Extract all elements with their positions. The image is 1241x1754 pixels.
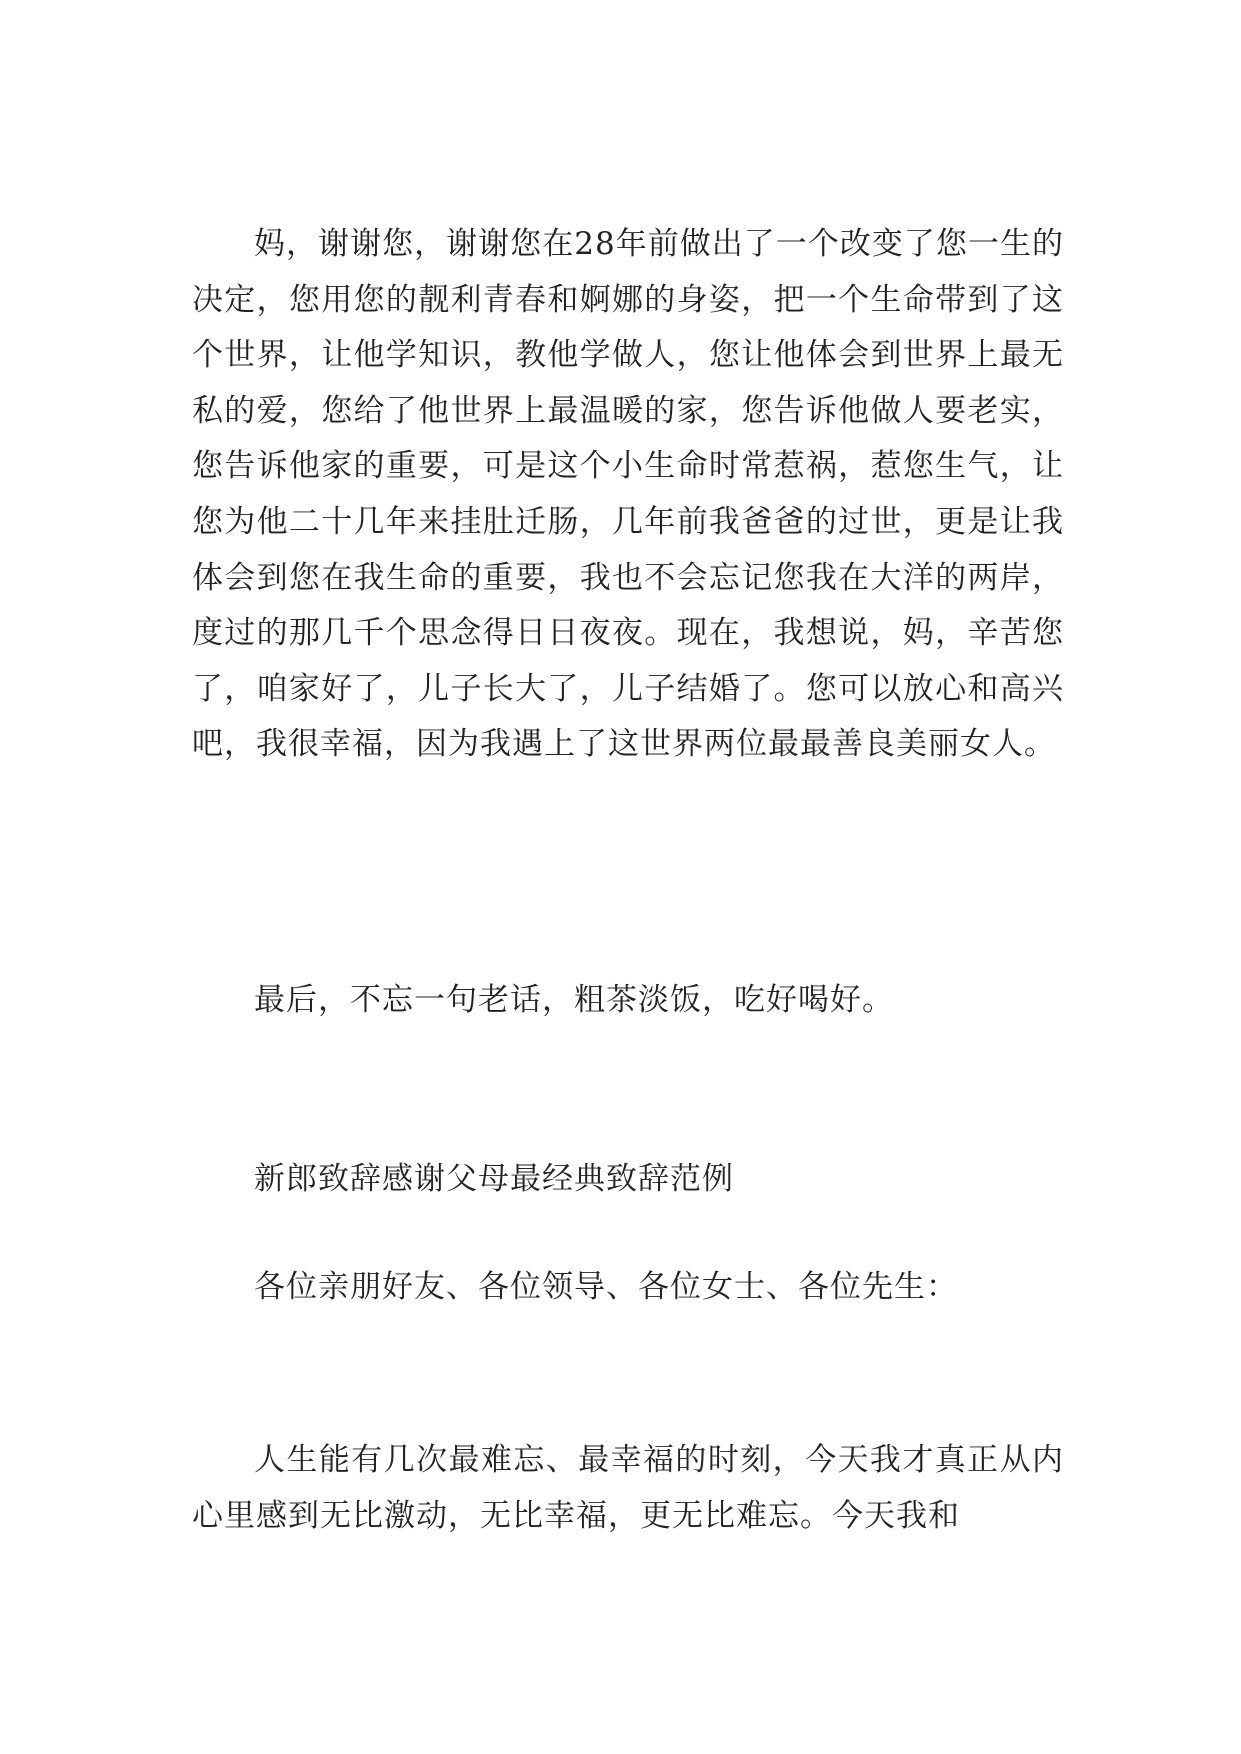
section-heading: 新郎致辞感谢父母最经典致辞范例 [254, 1161, 734, 1197]
paragraph-opening-speech: 人生能有几次最难忘、最幸福的时刻，今天我才真正从内心里感到无比激动，无比幸福，更无比难忘。今天我和 [192, 1442, 1064, 1534]
paragraph-closing-saying: 最后，不忘一句老话，粗茶淡饭，吃好喝好。 [254, 982, 894, 1018]
paragraph-thanks-mother: 妈，谢谢您，谢谢您在28年前做出了一个改变了您一生的决定，您用您的靓利青春和婀娜的身姿，把一个生命带到了这个世界，让他学知识，教他学做人，您让他体会到世界上最无私的爱，您给了他世界上最温暖的家，您告诉他做人要老实，您告诉他家的重要，可是这个小生命时常惹祸，惹您生气，让您为他二十几年来挂肚迁肠，几年前我爸爸的过世，更是让我体会到您在我生命的重要，我也不会忘记您我在大洋的两岸，度过的那几千个思念得日日夜夜。现在，我想说，妈，辛苦您了，咱家好了，儿子长大了，儿子结婚了。您可以放心和高兴吧，我很幸福，因为我遇上了这世界两位最最善良美丽女人。 [192, 226, 1064, 763]
salutation: 各位亲朋好友、各位领导、各位女士、各位先生： [254, 1269, 958, 1305]
